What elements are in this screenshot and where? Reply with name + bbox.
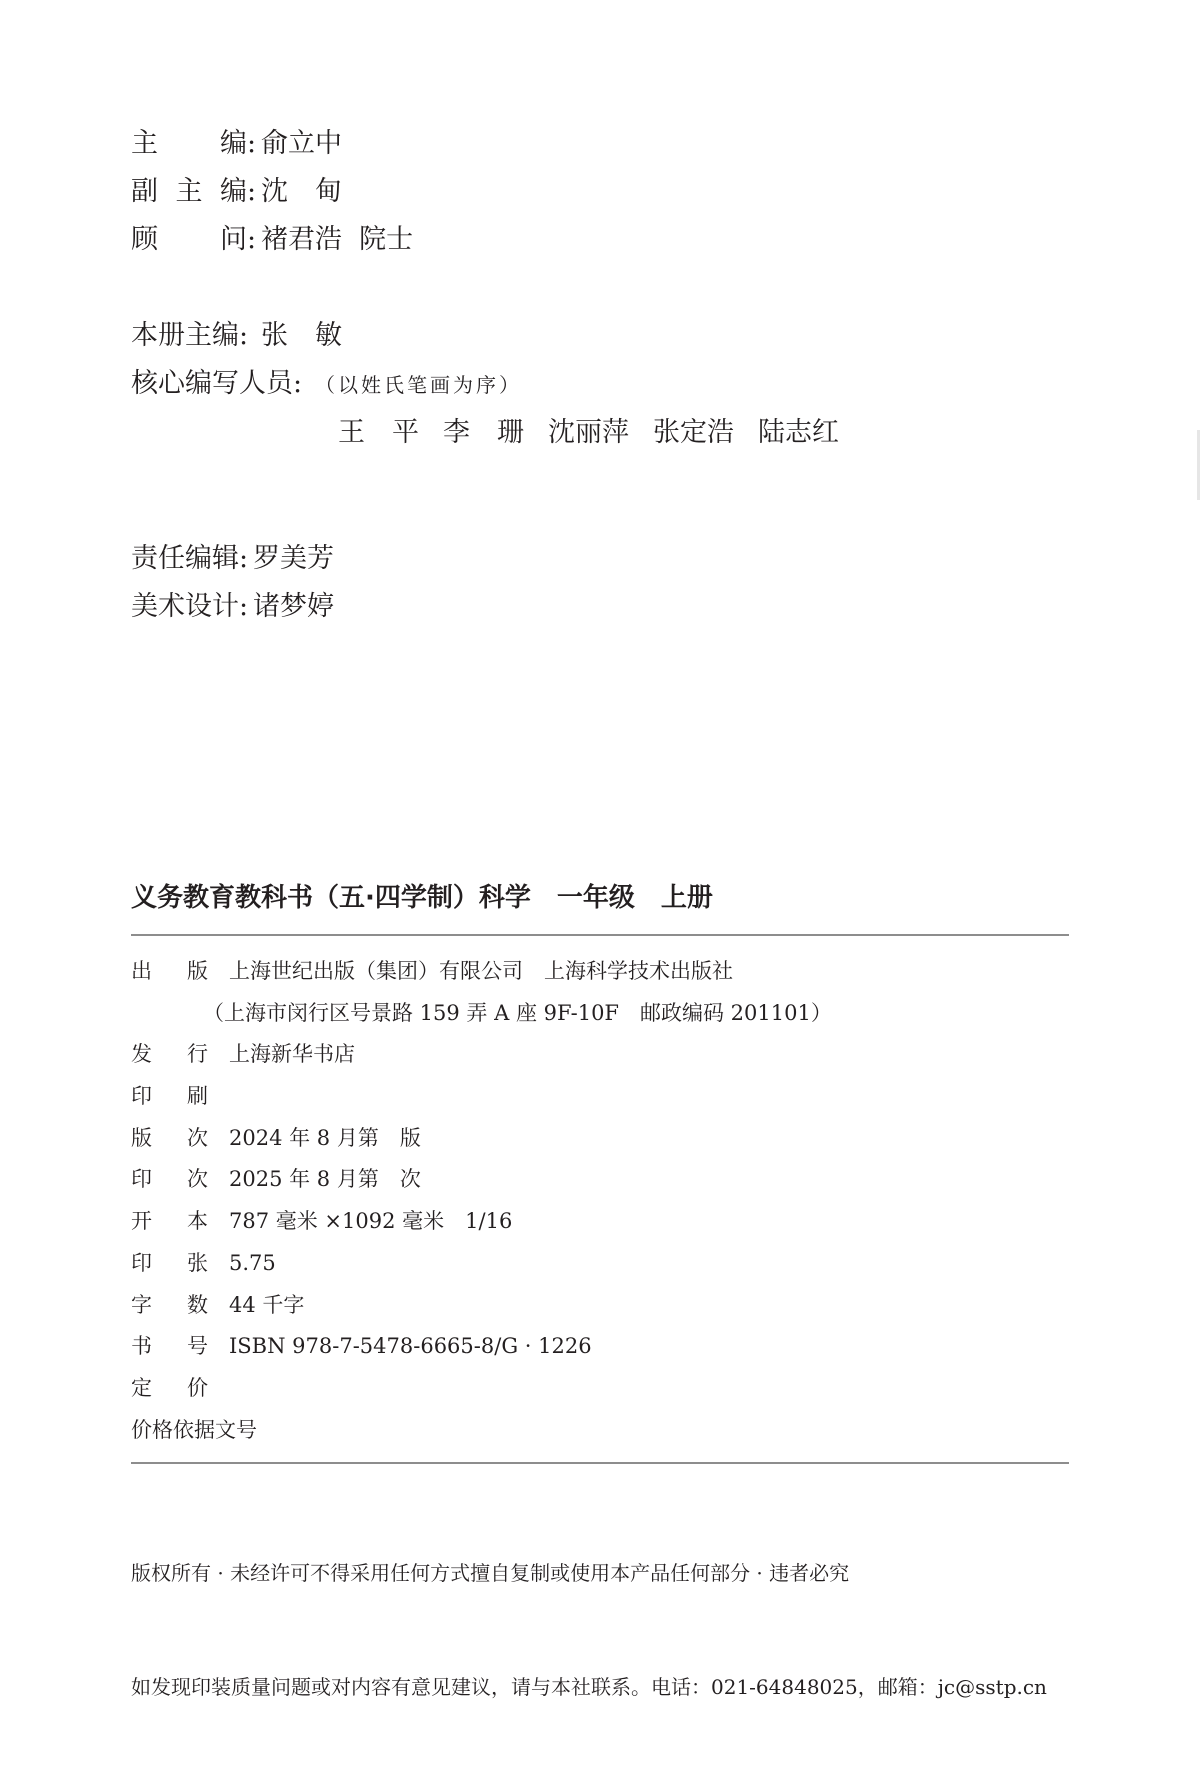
publication-key xyxy=(131,1205,229,1235)
key-char: 价 xyxy=(187,1375,208,1400)
key-char: 本 xyxy=(187,1209,208,1234)
publication-key xyxy=(131,1122,229,1152)
publication-value: 上海世纪出版（集团）有限公司 上海科学技术出版社 xyxy=(229,959,733,983)
bottom-divider xyxy=(131,1462,1069,1464)
key-char: 书 xyxy=(131,1334,152,1359)
key-char: 次 xyxy=(187,1167,208,1192)
colon: : xyxy=(247,224,257,255)
publication-key xyxy=(131,1289,229,1319)
colon: : xyxy=(247,176,257,207)
publication-value: 787 毫米 ×1092 毫米 1/16 xyxy=(229,1209,513,1234)
volume-editor-label: 本册主编 xyxy=(131,320,239,351)
core-writers-row xyxy=(131,360,863,409)
chief-editor-name: 俞立中 xyxy=(261,128,342,159)
publication-value: （上海市闵行区号景路 159 弄 A 座 9F-10F 邮政编码 201101） xyxy=(203,1000,832,1025)
publication-value: 5.75 xyxy=(229,1250,276,1275)
writer-name: 张定浩 xyxy=(653,417,734,448)
label-char: 主 xyxy=(175,176,203,207)
key-char: 号 xyxy=(187,1334,208,1359)
top-divider xyxy=(131,934,1069,936)
advisor-name: 褚君浩 院士 xyxy=(261,224,414,255)
advisor-row xyxy=(131,216,863,264)
publication-note: 价格依据文号 xyxy=(131,1417,257,1442)
publication-key xyxy=(131,1247,229,1277)
writer-name: 王 平 xyxy=(338,417,419,448)
publication-value: 44 千字 xyxy=(229,1292,305,1317)
publication-key xyxy=(131,1080,229,1110)
label-char: 编 xyxy=(220,128,247,159)
key-char: 版 xyxy=(187,959,208,983)
publication-key xyxy=(131,1372,229,1402)
publication-value: 上海新华书店 xyxy=(229,1042,355,1067)
writer-name: 李 珊 xyxy=(443,417,524,448)
deputy-chief-editor-name: 沈 甸 xyxy=(261,176,342,207)
volume-editor-name: 张 敏 xyxy=(261,320,342,351)
publication-row xyxy=(131,997,832,1039)
publication-info xyxy=(131,955,832,1455)
volume-editor-row xyxy=(131,312,863,360)
publication-value: 2024 年 8 月第 版 xyxy=(229,1125,421,1150)
responsible-editor-row xyxy=(131,535,863,583)
responsible-editor-label: 责任编辑 xyxy=(131,543,239,574)
colon: : xyxy=(239,591,249,622)
advisor-label xyxy=(131,216,247,264)
chief-editor-row xyxy=(131,120,863,168)
key-char: 印 xyxy=(131,1167,152,1192)
responsible-editor-name: 罗美芳 xyxy=(253,543,334,574)
key-char: 印 xyxy=(131,1250,152,1275)
key-char: 张 xyxy=(187,1250,208,1275)
label-char: 主 xyxy=(131,128,158,159)
chief-editor-label xyxy=(131,120,247,168)
key-char: 字 xyxy=(131,1292,152,1317)
publication-key xyxy=(131,1038,229,1068)
key-char: 印 xyxy=(131,1084,152,1109)
publication-row xyxy=(131,1247,832,1289)
writer-name: 陆志红 xyxy=(758,417,839,448)
publication-row xyxy=(131,1038,832,1080)
publication-key xyxy=(131,1163,229,1193)
publication-row xyxy=(131,1205,832,1247)
colon: : xyxy=(247,128,257,159)
art-design-row xyxy=(131,583,863,631)
label-char: 编 xyxy=(220,176,247,207)
writer-name: 沈丽萍 xyxy=(548,417,629,448)
key-char: 刷 xyxy=(187,1084,208,1109)
footer-notice xyxy=(131,1478,1047,1782)
key-char: 定 xyxy=(131,1375,152,1400)
key-char: 发 xyxy=(131,1042,152,1067)
publication-key xyxy=(131,1330,229,1360)
colon: : xyxy=(239,320,249,351)
label-char: 顾 xyxy=(131,224,158,255)
publication-row xyxy=(131,1289,832,1331)
publication-row xyxy=(131,1163,832,1205)
editorial-credits xyxy=(131,120,863,631)
key-char: 次 xyxy=(187,1125,208,1150)
publication-row xyxy=(131,955,832,997)
deputy-chief-editor-label xyxy=(131,168,247,216)
publication-value: ISBN 978-7-5478-6665-8/G · 1226 xyxy=(229,1334,592,1359)
art-design-label: 美术设计 xyxy=(131,591,239,622)
publication-row xyxy=(131,1414,832,1456)
deputy-chief-editor-row xyxy=(131,168,863,216)
publication-row xyxy=(131,1122,832,1164)
publication-key xyxy=(131,955,229,985)
core-writers-label: 核心编写人员 xyxy=(131,368,293,399)
key-char: 版 xyxy=(131,1125,152,1150)
publication-row xyxy=(131,1330,832,1372)
publication-value: 2025 年 8 月第 次 xyxy=(229,1167,421,1192)
publication-row xyxy=(131,1372,832,1414)
colon: : xyxy=(239,543,249,574)
label-char: 问 xyxy=(220,224,247,255)
art-designer-name: 诸梦婷 xyxy=(253,591,334,622)
ordering-note: （以姓氏笔画为序） xyxy=(315,373,522,397)
key-char: 开 xyxy=(131,1209,152,1234)
label-char: 副 xyxy=(131,176,158,207)
publication-row xyxy=(131,1080,832,1122)
book-title: 义务教育教科书（五·四学制）科学 一年级 上册 xyxy=(131,883,713,913)
colon: : xyxy=(293,368,303,399)
key-char: 出 xyxy=(131,959,152,983)
contact-notice: 如发现印装质量问题或对内容有意见建议，请与本社联系。电话：021-64848025，邮箱：jc@sstp.cn xyxy=(131,1675,1047,1699)
core-writers-list xyxy=(338,409,863,457)
key-char: 数 xyxy=(187,1292,208,1317)
copyright-notice: 版权所有 · 未经许可不得采用任何方式擅自复制或使用本产品任何部分 · 违者必究 xyxy=(131,1561,850,1585)
key-char: 行 xyxy=(187,1042,208,1067)
